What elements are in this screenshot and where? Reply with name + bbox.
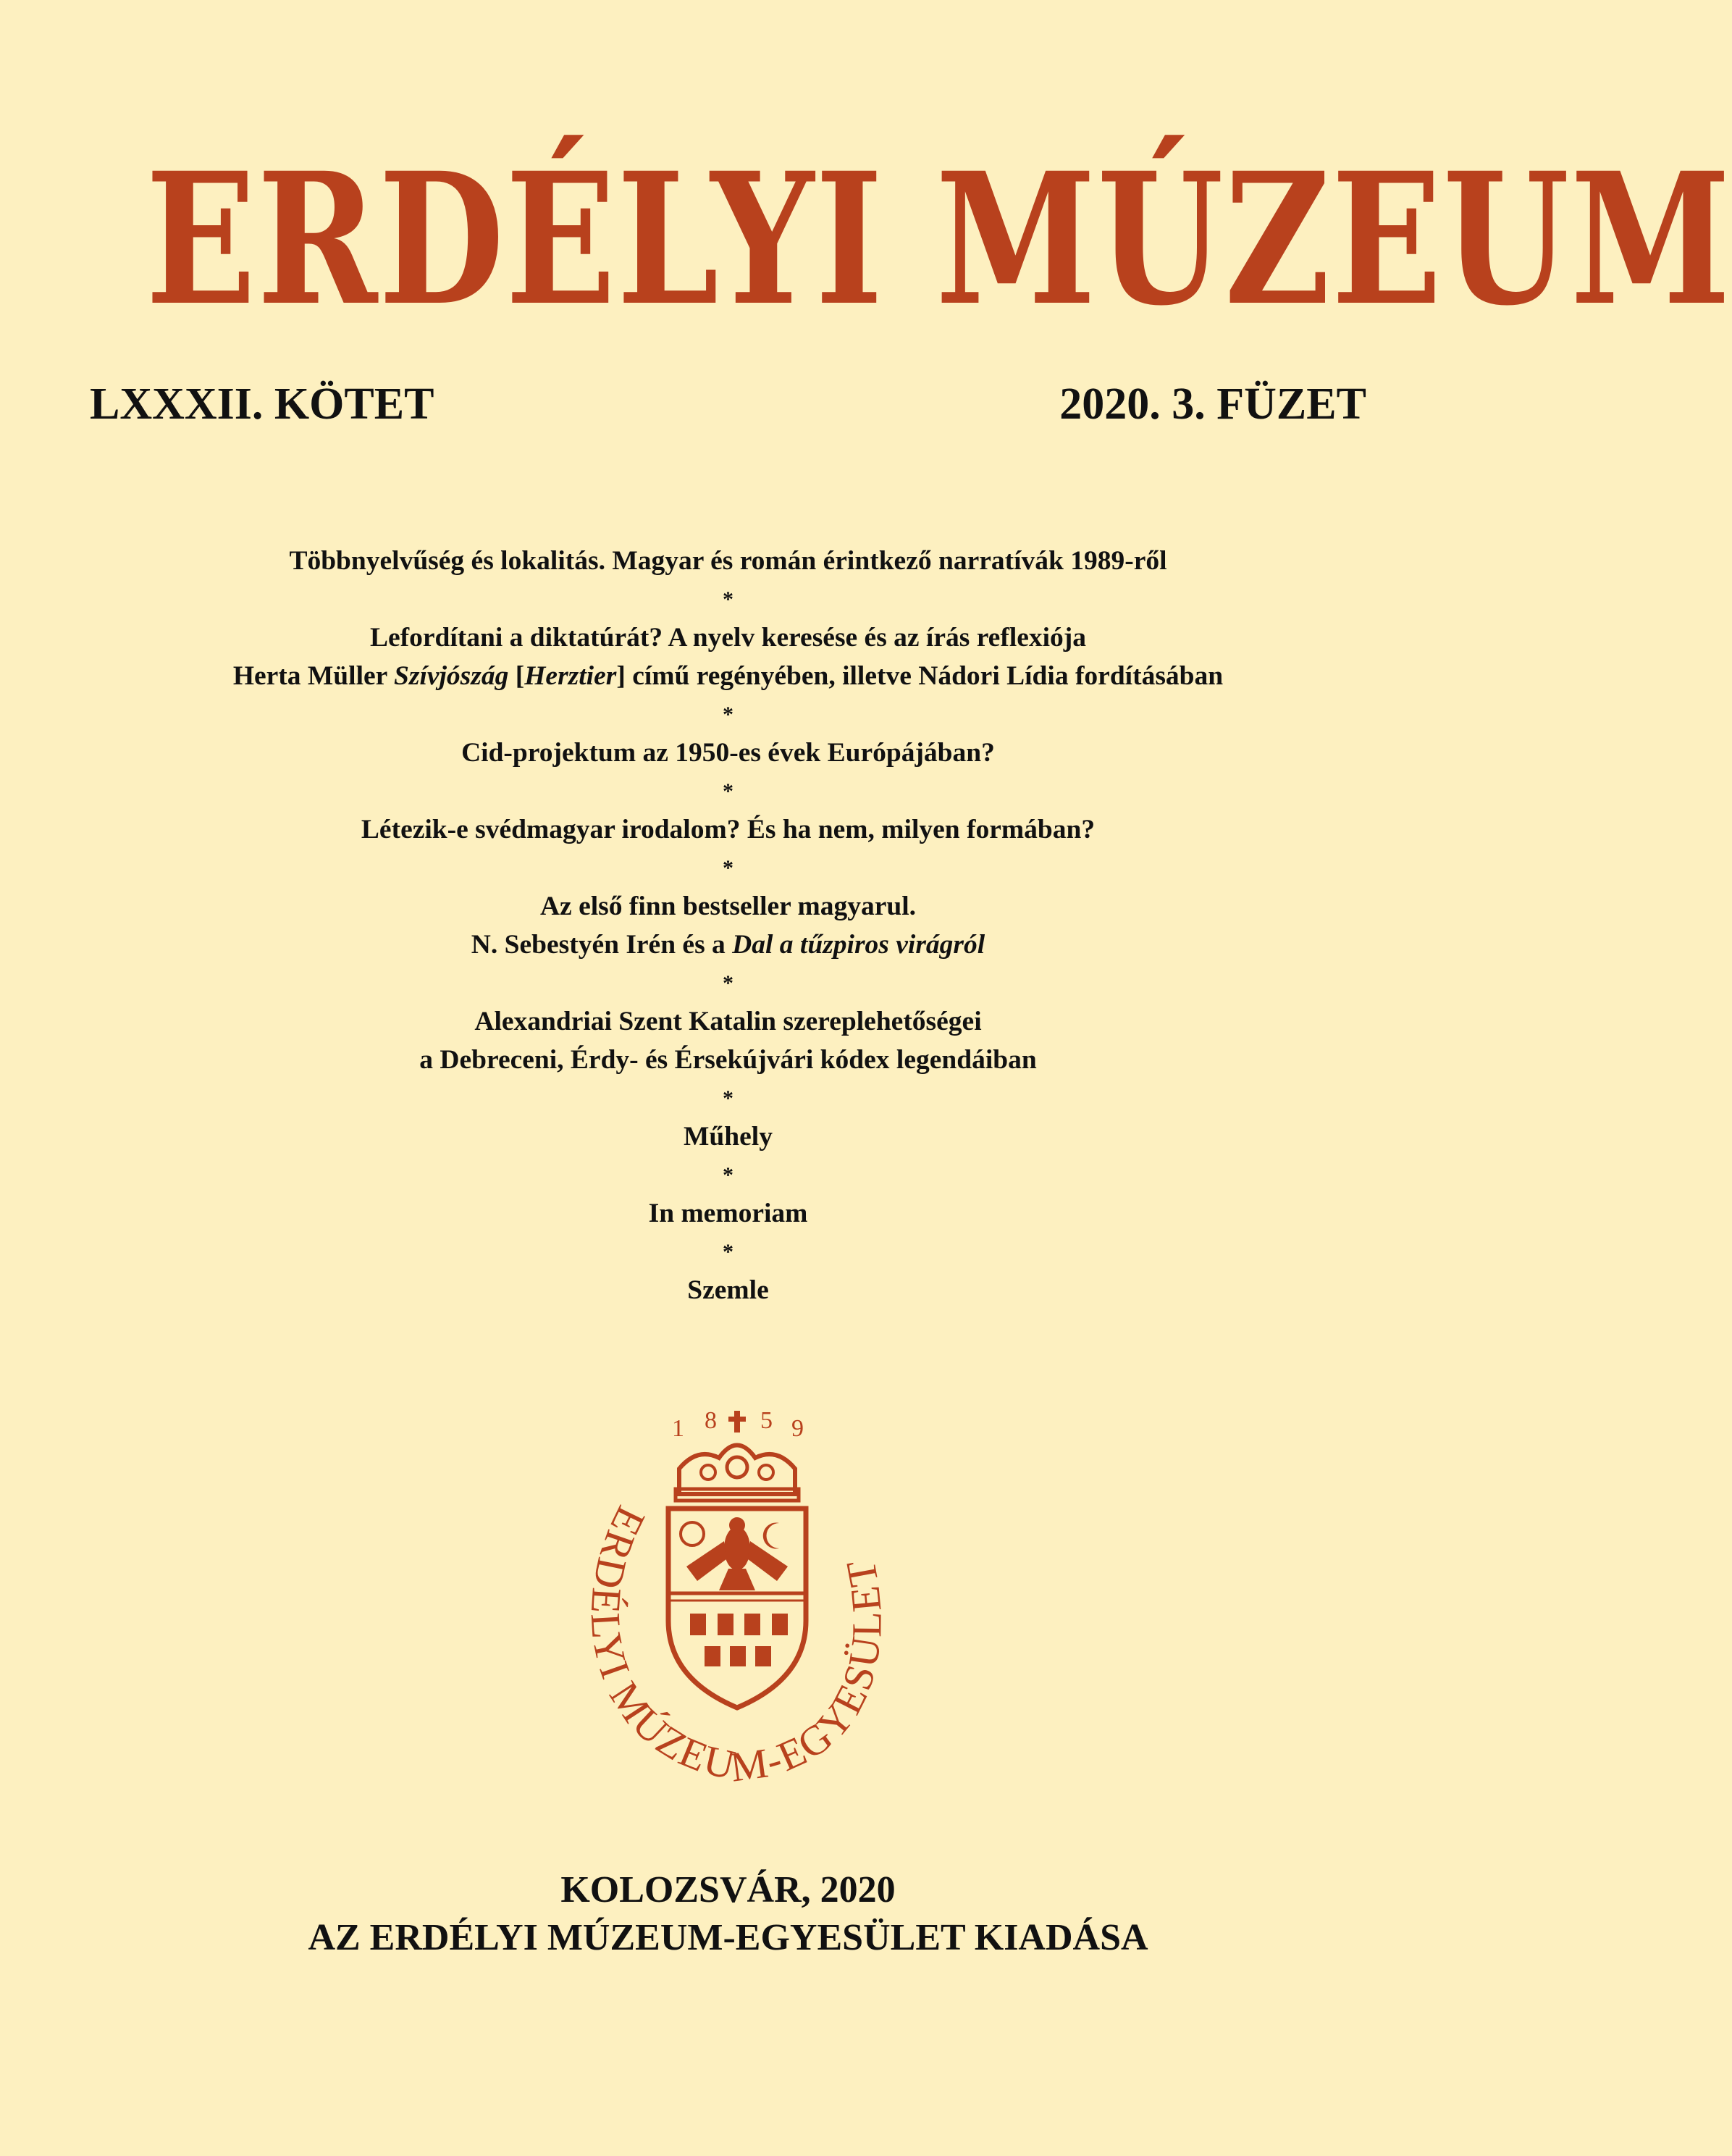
separator-asterisk: * — [723, 971, 733, 995]
imprint-publisher: AZ ERDÉLYI MÚZEUM-EGYESÜLET KIADÁSA — [308, 1917, 1148, 1958]
journal-title: ERDÉLYI MÚZEUM — [146, 133, 1732, 345]
table-of-contents — [0, 542, 1456, 1309]
contents-item-1: Többnyelvűség és lokalitás. Magyar és román érintkező narratívák 1989-ről — [289, 546, 1167, 576]
imprint — [0, 1866, 1456, 1962]
seal-year-digit: 5 — [760, 1407, 773, 1434]
volume-label: LXXXII. KÖTET — [90, 379, 434, 429]
contents-item-2-line-1: Lefordítani a diktatúrát? A nyelv keresése és az írás reflexiója — [369, 623, 1087, 653]
crown-icon — [676, 1411, 799, 1501]
separator-asterisk: * — [723, 587, 733, 611]
contents-item-4: Létezik-e svédmagyar irodalom? És ha nem, milyen formában? — [361, 815, 1096, 844]
seal-inscription: ERDÉLYI MÚZEUM-EGYESÜLET — [581, 1499, 891, 1791]
contents-item-5-line-2: N. Sebestyén Irén és a Dal a tűzpiros virágról — [471, 930, 985, 960]
contents-item-8: In memoriam — [648, 1199, 808, 1228]
contents-item-7: Műhely — [684, 1122, 773, 1152]
separator-asterisk: * — [723, 1086, 733, 1110]
contents-item-6-line-2: a Debreceni, Érdy- és Érsekújvári kódex legendáiban — [419, 1045, 1037, 1075]
imprint-place-year: KOLOZSVÁR, 2020 — [560, 1869, 896, 1910]
contents-item-3: Cid-projektum az 1950-es évek Európájában? — [461, 738, 995, 768]
separator-asterisk: * — [723, 702, 733, 726]
volume-issue-row — [90, 379, 1366, 429]
issue-label: 2020. 3. FÜZET — [1059, 379, 1366, 429]
society-seal-logo — [571, 1404, 904, 1809]
sun-icon — [681, 1522, 704, 1545]
seal-year-digit: 9 — [791, 1415, 804, 1442]
separator-asterisk: * — [723, 779, 733, 803]
contents-item-9: Szemle — [687, 1275, 769, 1305]
tower-icon — [690, 1614, 788, 1666]
moon-icon — [763, 1523, 779, 1549]
seal-year-digit: 8 — [705, 1407, 717, 1434]
separator-asterisk: * — [723, 1240, 733, 1264]
separator-asterisk: * — [723, 1163, 733, 1187]
contents-item-6-line-1: Alexandriai Szent Katalin szereplehetőségei — [474, 1007, 982, 1036]
contents-item-2-line-2: Herta Müller Szívjószág [Herztier] című regényében, illetve Nádori Lídia fordításában — [232, 661, 1224, 691]
contents-item-5-line-1: Az első finn bestseller magyarul. — [539, 892, 917, 921]
seal-year-digit: 1 — [672, 1415, 684, 1442]
separator-asterisk: * — [723, 856, 733, 880]
